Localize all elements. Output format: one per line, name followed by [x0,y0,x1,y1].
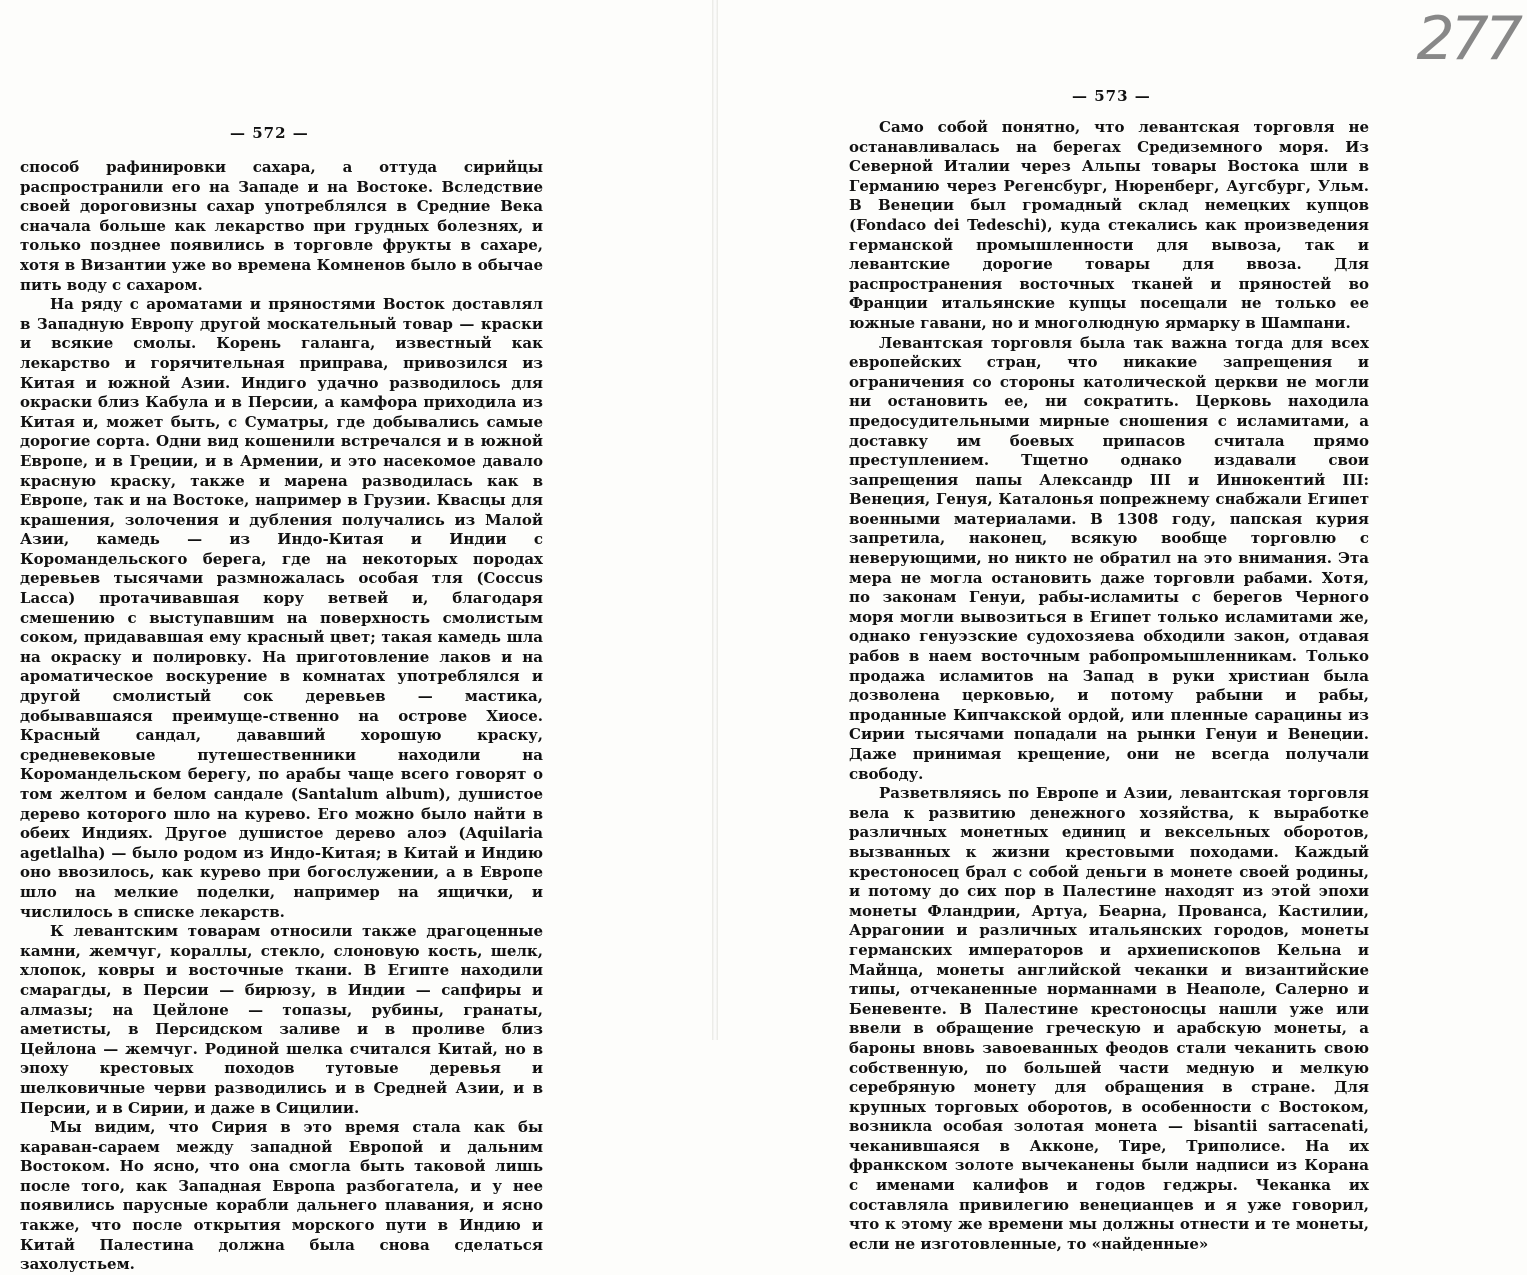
page-text [849,118,1369,1254]
paragraph: На ряду с ароматами и пряностями Восток доставлял в Западную Европу другой москательный товар — краски и всякие смолы. Корень галанга, известный как лекарство и горячительная приправа, привозился из Китая и южной Азии. Индиго удачно разводилось для окраски близ Кабула и в Персии, а камфора приходила из Китая и, может быть, с Суматры, где добывались самые дорогие сорта. Одни вид кошенили встречался и в южной Европе, и в Греции, и в Армении, и это насекомое давало красную краску, также и марена разводилась как в Европе, так и на Востоке, например в Грузии. Квасцы для крашения, золочения и дубления получались из Малой Азии, камедь — из Индо-Китая и Индии с Коромандельского берега, где на некоторых породах деревьев тысячами размножалась особая тля (Coccus Lacca) протачивавшая кору ветвей и, благодаря смешению с выступавшим на поверхность смолистым соком, придававшая ему красный цвет; такая камедь шла на окраску и полировку. На приготовление лаков и на ароматическое воскурение в комнатах употреблялся и другой смолистый сок деревьев — мастика, добывавшаяся преимуще-ственно на острове Хиосе. Красный сандал, дававший хорошую краску, средневековые путешественники находили на Коромандельском берегу, по арабы чаще всего говорят о том желтом и белом сандале (Santalum album), душистое дерево которого шло на курево. Его можно было найти в обеих Индиях. Другое душистое дерево алоэ (Aquilaria agetlalha) — было родом из Индо-Китая; в Китай и Индию оно ввозилось, как курево при богослужении, а в Европе шло на мелкие поделки, например на ящички, и числилось в списке лекарств. [20,295,543,921]
page-text [20,158,543,1275]
page-number: — 572 — [230,124,309,142]
right-page [718,0,1527,1253]
paragraph: способ рафинировки сахара, а оттуда сирийцы распространили его на Западе и на Востоке. Вследствие своей дороговизны сахар употреблялся в Средние Века сначала больше как лекарство при грудных болезнях, и только позднее появились в торговле фрукты в сахаре, хотя в Византии уже во времена Комненов было в обычае пить воду с сахаром. [20,158,543,294]
left-page [0,0,712,1274]
paragraph: Разветвляясь по Европе и Азии, левантская торговля вела к развитию денежного хозяйства, к выработке различных монетных единиц и вексельных оборотов, вызванных к жизни крестовыми походами. Каждый крестоносец брал с собой деньги в монете своей родины, и потому до сих пор в Палестине находят из этой эпохи монеты Фландрии, Артуа, Беарна, Прованса, Кастилии, Аррагонии и различных итальянских городов, монеты германских императоров и архиепископов Кельна и Майнца, монеты английской чеканки и византийские типы, отчеканенные норманнами в Неаполе, Салерно и Беневенте. В Палестине крестоносцы нашли уже или ввели в обращение греческую и арабскую монеты, а бароны вновь завоеванных феодов стали чеканить свою собственную, по большей части медную и мелкую серебряную монету для обращения в стране. Для крупных торговых оборотов, в особенности с Востоком, возникла особая золотая монета — bisantii sarracenati, чеканившаяся в Акконе, Тире, Триполисе. На их франкском золоте вычеканены были надписи из Корана с именами калифов и годов геджры. Чеканка их составляла привилегию венецианцев и я уже говорил, что к этому же времени мы должны отнести и те монеты, если не изготовленные, то «найденные» [849,784,1369,1253]
page-number: — 573 — [1072,87,1151,105]
paragraph: Само собой понятно, что левантская торговля не останавливалась на берегах Средиземного моря. Из Северной Италии через Альпы товары Востока шли в Германию через Регенсбург, Нюренберг, Аугсбург, Ульм. В Венеции был громадный склад немецких купцов (Fondaco dei Tedeschi), куда стекались как произведения германской промышленности для вывоза, так и левантские дорогие товары для ввоза. Для распространения восточных тканей и пряностей во Франции итальянские купцы посещали не только ее южные гавани, но и многолюдную ярмарку в Шампани. [849,118,1369,332]
handwritten-folio-number: 277 [1416,4,1519,74]
paragraph: К левантским товарам относили также драгоценные камни, жемчуг, кораллы, стекло, слоновую кость, шелк, хлопок, ковры и восточные ткани. В Египте находили смарагды, в Персии — бирюзу, в Индии — сапфиры и алмазы; на Цейлоне — топазы, рубины, гранаты, аметисты, в Персидском заливе и в проливе близ Цейлона — жемчуг. Родиной шелка считался Китай, но в эпоху крестовых походов тутовые деревья и шелковичные черви разводились и в Средней Азии, и в Персии, и в Сирии, и даже в Сицилии. [20,922,543,1117]
paragraph: Левантская торговля была так важна тогда для всех европейских стран, что никакие запрещения и ограничения со стороны католической церкви не могли ни остановить ее, ни сократить. Церковь находила предосудительными мирные сношения с исламитами, а доставку им боевых припасов считала прямо преступлением. Тщетно однако издавали свои запрещения папы Александр III и Иннокентий III: Венеция, Генуя, Каталонья попрежнему снабжали Египет военными материалами. В 1308 году, папская курия запретила, наконец, всякую вообще торговлю с неверующими, но никто не обратил на это внимания. Эта мера не могла остановить даже торговли рабами. Хотя, по законам Генуи, рабы-исламиты с берегов Черного моря могли вывозиться в Египет только исламитами же, однако генуэзские судохозяева обходили закон, отдавая рабов в наем восточным рабопромышленникам. Только продажа исламитов на Запад в руки христиан была дозволена церковью, и потому рабыни и рабы, проданные Кипчакской ордой, или пленные сарацины из Сирии тысячами попадали на рынки Генуи и Венеции. Даже принимая крещение, они не всегда получали свободу. [849,333,1369,783]
paragraph: Мы видим, что Сирия в это время стала как бы караван-сараем между западной Европой и дальним Востоком. Но ясно, что она смогла быть таковой лишь после того, как Западная Европа разбогатела, и у нее появились парусные корабли дальнего плавания, и ясно также, что после открытия морского пути в Индию и Китай Палестина должна была снова сделаться захолустьем. [20,1118,543,1274]
